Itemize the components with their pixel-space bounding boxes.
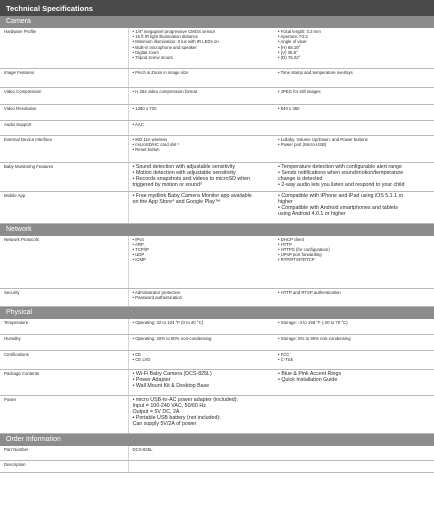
spec-item: • HTTPS (for configuration) <box>278 246 330 252</box>
spec-row-security <box>0 289 434 307</box>
spec-item: • Angle of view: <box>278 39 308 45</box>
spec-value-primary <box>128 120 274 135</box>
spec-item: change is detected <box>278 175 323 182</box>
spec-item: • Storage: -4 to 158 °F (-20 to 70 °C) <box>278 320 348 325</box>
spec-label: Description <box>0 461 128 473</box>
spec-label: Certifications <box>0 350 128 369</box>
spec-value-secondary <box>274 68 434 87</box>
spec-row-video-resolution <box>0 104 434 120</box>
spec-item: • microSD/HC card slot ³ <box>132 141 180 147</box>
spec-value-secondary <box>274 120 434 135</box>
spec-value <box>128 446 434 461</box>
spec-row-network-protocols <box>0 236 434 289</box>
spec-item: • DHCP client <box>278 236 305 242</box>
spec-item: • ARP <box>132 241 144 247</box>
spec-row-image-features <box>0 68 434 87</box>
spec-label: Baby Monitoring Features <box>0 162 128 191</box>
spec-value-secondary <box>274 104 434 120</box>
spec-value-secondary <box>274 191 434 223</box>
spec-label: Security <box>0 289 128 307</box>
spec-item: • Sound detection with adjustable sensitivity <box>132 163 236 170</box>
spec-row-baby-monitoring-features <box>0 162 434 191</box>
spec-value-primary <box>128 350 274 369</box>
spec-item: Input = 100-240 VAC, 50/60 Hz <box>132 402 206 409</box>
spec-item: • Minimum illumination: 0 lux with IR LEDs on <box>132 39 219 45</box>
spec-item: • 2-way audio lets you listen and respond to your child <box>278 181 405 188</box>
spec-item: • FCC <box>278 351 290 357</box>
spec-item: • Storage: 5% to 95% non-condensing <box>278 335 351 341</box>
spec-title: Technical Specifications <box>0 0 434 16</box>
spec-item: • JPEG for still images <box>278 88 321 94</box>
spec-item: • Tripod screw mount <box>132 55 173 61</box>
section-table-camera <box>0 28 434 224</box>
spec-item: higher <box>278 198 293 205</box>
spec-label: Power <box>0 395 128 433</box>
spec-item: • CE <box>132 351 142 357</box>
spec-item: • Free mydlink Baby Camera Monitor app available <box>132 192 252 199</box>
spec-sections <box>0 16 434 473</box>
spec-value-secondary <box>274 87 434 104</box>
spec-item: • Portable USB battery (not included): <box>132 414 221 421</box>
spec-row-mobile-app <box>0 191 434 223</box>
spec-label: Image Features <box>0 68 128 87</box>
spec-row-power <box>0 395 434 433</box>
spec-item: • C-Tick <box>278 356 293 362</box>
spec-label: Hardware Profile <box>0 28 128 68</box>
spec-row-certifications <box>0 350 434 369</box>
spec-value-secondary <box>274 135 434 162</box>
spec-label: Video Compression <box>0 87 128 104</box>
spec-value-primary <box>128 28 274 68</box>
spec-item: • Records snapshots and videos to microSD when <box>132 175 251 182</box>
spec-label: Part Number <box>0 446 128 461</box>
spec-value <box>128 461 434 473</box>
spec-item: • Wi-Fi Baby Camera (DCS-825L) <box>132 370 212 377</box>
section-header-camera: Camera <box>0 16 434 28</box>
spec-item: • Time stamp and temperature overlays <box>278 69 353 75</box>
spec-value-secondary <box>274 369 434 395</box>
spec-item: • Compatible with iPhone and iPad using iOS 5.1.1 or <box>278 192 404 199</box>
spec-item: • Quick Installation Guide <box>278 376 338 383</box>
spec-item: • HTTP <box>278 241 292 247</box>
spec-item: • UDP <box>132 252 145 258</box>
spec-item: • CE LVD <box>132 356 151 362</box>
spec-value-secondary <box>274 319 434 334</box>
spec-value-primary <box>128 319 274 334</box>
spec-value-primary <box>128 104 274 120</box>
spec-item: • 640 x 360 <box>278 105 300 111</box>
spec-item: • Power port (Micro-USB) <box>278 141 327 147</box>
spec-item: • 16 ft IR light illumination distance <box>132 34 199 40</box>
spec-item: • Power Adapter <box>132 376 171 383</box>
spec-item: • Wall Mount Kit & Desktop Base <box>132 382 210 389</box>
spec-label: Video Resolution <box>0 104 128 120</box>
section-table-physical <box>0 319 434 434</box>
spec-row-video-compression <box>0 87 434 104</box>
spec-item: • Digital zoom <box>132 49 159 55</box>
spec-label: Mobile App <box>0 191 128 223</box>
spec-item: • Sends notifications when sound/motion/temperature <box>278 169 404 176</box>
spec-item: • RTP/RTSP/RTCP <box>278 257 315 263</box>
spec-item: • Pinch & Zoom in image size <box>132 69 189 75</box>
spec-value-primary <box>128 369 274 395</box>
spec-item: • Password authentication <box>132 295 183 301</box>
spec-value-primary <box>128 334 274 350</box>
spec-item: • Operating: 32 to 104 °F (0 to 40 °C) <box>132 320 204 325</box>
spec-row-hardware-profile <box>0 28 434 68</box>
spec-item: • ICMP <box>132 257 146 263</box>
spec-value-primary <box>128 289 274 307</box>
spec-item: • IPv4 <box>132 236 144 242</box>
spec-value-primary <box>128 87 274 104</box>
section-header-physical: Physical <box>0 307 434 319</box>
spec-item: • Reset button <box>132 146 160 152</box>
spec-item: • TCP/IP <box>132 246 149 252</box>
spec-item: • (H) 66.18° <box>278 44 301 50</box>
spec-value-secondary <box>274 350 434 369</box>
spec-item: • Motion detection with adjustable sensitivity <box>132 169 236 176</box>
spec-label: Audio Support <box>0 120 128 135</box>
spec-item: • AAC <box>132 121 144 127</box>
spec-item: • HTTP and RTSP authentication <box>278 290 341 295</box>
spec-row-package-contents <box>0 369 434 395</box>
spec-value-secondary <box>274 395 434 433</box>
spec-value-primary <box>128 191 274 223</box>
spec-value-secondary <box>274 28 434 68</box>
spec-row-part-number <box>0 446 434 461</box>
spec-value-primary <box>128 236 274 289</box>
spec-row-description <box>0 461 434 473</box>
spec-value-primary <box>128 135 274 162</box>
spec-value-primary <box>128 162 274 191</box>
spec-item: • 802.11n wireless <box>132 136 168 142</box>
spec-row-temperature <box>0 319 434 334</box>
spec-item: Output = 5V DC, 2A <box>132 408 180 415</box>
spec-item: • (D) 76.22° <box>278 55 301 61</box>
spec-item: using Android 4.0.1 or higher <box>278 210 346 217</box>
spec-item: • micro USB-to-AC power adapter (included): <box>132 396 238 403</box>
spec-item: • 1/4" megapixel progressive CMOS sensor <box>132 29 216 34</box>
spec-item: Can supply 5V/2A of power <box>132 420 197 427</box>
spec-item: • H.264 video compression format <box>132 88 198 94</box>
spec-item: • UPnP port forwarding <box>278 252 322 258</box>
spec-value-primary <box>128 68 274 87</box>
spec-item: • 1280 x 720 <box>132 105 157 111</box>
spec-item: • Blue & Pink Accent Rings <box>278 370 342 377</box>
section-header-network: Network <box>0 224 434 236</box>
spec-item: • Compatible with Android smartphones and tablets <box>278 204 398 211</box>
spec-label: Network Protocols <box>0 236 128 289</box>
spec-item: triggered by motion or sound³ <box>132 181 202 188</box>
spec-item: • Focal length: 3.3 mm <box>278 29 321 34</box>
spec-value-secondary <box>274 236 434 289</box>
spec-label: Temperature <box>0 319 128 334</box>
spec-value-secondary <box>274 162 434 191</box>
spec-item: • Administrator protection <box>132 290 181 295</box>
spec-item: on the App Store⁴ and Google Play™ <box>132 198 221 205</box>
spec-label: Package Contents <box>0 369 128 395</box>
spec-label: External Device Interface <box>0 135 128 162</box>
spec-item: • Operating: 20% to 80% non-condensing <box>132 335 212 341</box>
spec-item: • Aperture: F2.2 <box>278 34 308 40</box>
section-table-network <box>0 236 434 308</box>
spec-value-secondary <box>274 289 434 307</box>
spec-row-audio-support <box>0 120 434 135</box>
spec-row-external-device-interface <box>0 135 434 162</box>
spec-value-primary <box>128 395 274 433</box>
spec-item: • Built-in microphone and speaker <box>132 44 197 50</box>
spec-item: DCS-825L <box>132 446 153 452</box>
spec-item: • (V) 35.9° <box>278 49 298 55</box>
spec-row-humidity <box>0 334 434 350</box>
spec-label: Humidity <box>0 334 128 350</box>
spec-value-secondary <box>274 334 434 350</box>
section-header-order-information: Order Information <box>0 434 434 446</box>
section-table-order-information <box>0 446 434 474</box>
spec-item: • Lullaby, Volume Up/Down, and Power buttons <box>278 136 368 142</box>
spec-item: • Temperature detection with configurable alert range <box>278 163 402 170</box>
